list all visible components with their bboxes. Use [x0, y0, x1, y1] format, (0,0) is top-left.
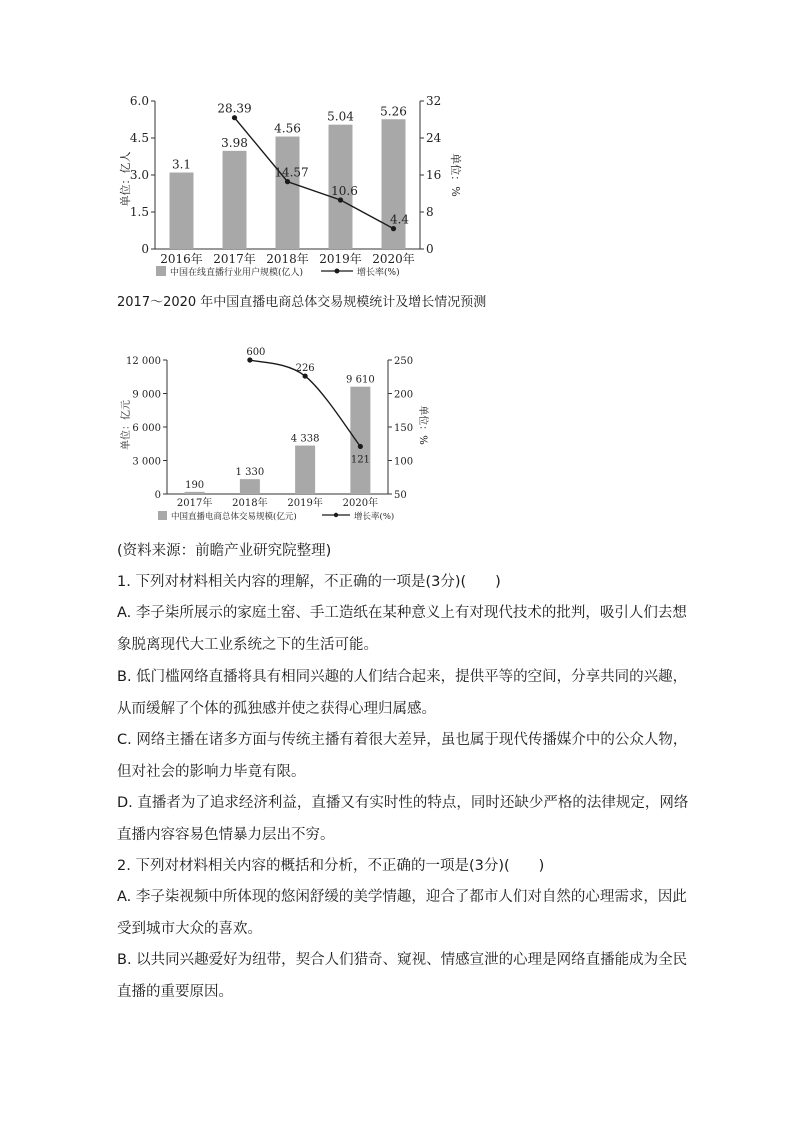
option-line: D. 直播者为了追求经济利益，直播又有实时性的特点，同时还缺少严格的法律规定，网络	[117, 795, 689, 811]
option-line: A. 李子柒视频中所体现的悠闲舒缓的美学情趣，迎合了都市人们对自然的心理需求，因此	[117, 889, 687, 905]
chart1-ylabel: 单位：亿人	[119, 151, 132, 207]
question-1-option-b	[117, 661, 687, 725]
option-line: B. 以共同兴趣爱好为纽带，契合人们猎奇、窥视、情感宣泄的心理是网络直播能成为全民	[117, 952, 688, 968]
chart1-y2tick-label: 24	[426, 131, 442, 145]
chart1-bar-label: 4.56	[274, 121, 301, 136]
question-1-option-d	[117, 787, 687, 851]
chart1-xtick-label: 2016年	[160, 252, 203, 266]
chart2-caption: 2017～2020 年中国直播电商总体交易规模统计及增长情况预测	[117, 295, 487, 310]
chart1-xtick-label: 2017年	[213, 252, 256, 266]
chart1-ytick-label: 1.5	[129, 205, 149, 219]
chart2-legend-line-marker	[334, 513, 338, 517]
chart1-y2tick-label: 16	[426, 168, 442, 182]
chart1-y2tick-label: 0	[426, 242, 434, 256]
chart1-ytick-label: 0	[141, 242, 149, 256]
chart2-bar	[240, 479, 260, 494]
chart2-xtick-label: 2017年	[176, 498, 213, 509]
chart1-growth-point	[338, 197, 343, 202]
chart2-bar-label: 9 610	[346, 374, 375, 386]
question-2-option-a	[117, 881, 687, 945]
chart1-bar-label: 3.98	[221, 135, 248, 150]
chart2-growth-label: 121	[350, 454, 370, 466]
chart1-growth-point	[232, 115, 237, 120]
chart1-legend-bar-label: 中国在线直播行业用户规模(亿人)	[170, 268, 304, 278]
chart2-xtick-label: 2020年	[342, 498, 379, 509]
chart1-growth-line	[235, 118, 394, 229]
chart2-growth-label: 226	[295, 363, 315, 375]
chart1-legend-line-label: 增长率(%)	[357, 268, 400, 278]
question-1-option-c	[117, 724, 687, 788]
question-1: 1. 下列对材料相关内容的理解，不正确的一项是(3分)( )	[117, 574, 501, 590]
chart2-bar-label: 4 338	[290, 433, 320, 445]
option-line: B. 低门槛网络直播将具有相同兴趣的人们结合起来，提供平等的空间，分享共同的兴趣，	[117, 669, 688, 685]
chart1-growth-label: 28.39	[217, 101, 252, 116]
chart1-xtick-label: 2020年	[372, 252, 415, 266]
chart2-y2tick-label: 250	[394, 356, 414, 367]
chart2-ytick-label: 3 000	[132, 456, 161, 468]
option-line: C. 网络主播在诸多方面与传统主播有着很大差异，虽也属于现代传播媒介中的公众人物，	[117, 732, 688, 748]
chart1-y2tick-label: 8	[426, 205, 434, 219]
chart2-ytick-label: 9 000	[132, 389, 161, 401]
chart2-legend-bar-swatch	[158, 511, 167, 520]
chart2-growth-point	[358, 444, 363, 449]
chart2-xtick-label: 2019年	[287, 498, 323, 509]
chart1-growth-point	[285, 179, 290, 184]
chart1-xtick-label: 2018年	[266, 252, 309, 266]
option-line: 受到城市大众的喜欢。	[117, 921, 262, 937]
chart1-bar-label: 5.04	[327, 109, 354, 124]
data-source-note: (资料来源：前瞻产业研究院整理)	[117, 543, 332, 559]
chart2-y2tick-label: 100	[394, 456, 414, 468]
chart2-growth-point	[303, 373, 308, 378]
chart1-bar-label: 3.1	[171, 157, 192, 172]
chart1-ytick-label: 6.0	[129, 94, 149, 108]
charts-canvas	[0, 0, 794, 530]
chart1-growth-point	[391, 226, 396, 231]
option-line: 直播内容容易色情暴力层出不穷。	[117, 827, 335, 843]
chart2-bar-label: 1 330	[235, 467, 265, 479]
chart1-growth-label: 4.4	[389, 212, 410, 227]
option-line: 但对社会的影响力毕竟有限。	[117, 764, 306, 780]
chart1-growth-label: 10.6	[331, 183, 358, 198]
option-line: 从而缓解了个体的孤独感并使之获得心理归属感。	[117, 701, 436, 717]
chart2-growth-point	[247, 357, 252, 362]
chart1-legend-bar-swatch	[156, 266, 166, 276]
chart2-bar-label: 190	[185, 479, 205, 491]
chart1-bar-label: 5.26	[380, 104, 407, 119]
chart2-y2tick-label: 50	[394, 490, 407, 501]
chart2-bar	[295, 446, 315, 494]
chart2-ylabel: 单位：亿元	[121, 400, 132, 450]
chart2-legend-bar-label: 中国直播电商总体交易规模(亿元)	[171, 512, 297, 522]
chart2-y2label: 单位：%	[417, 405, 428, 445]
option-line: 象脱离现代大工业系统之下的生活可能。	[117, 637, 378, 653]
chart2-ytick-label: 0	[154, 490, 161, 501]
chart2-ytick-label: 12 000	[126, 356, 161, 367]
chart2-bar	[350, 387, 370, 494]
option-line: 直播的重要原因。	[117, 984, 233, 1000]
question-1-option-a	[117, 597, 687, 661]
chart1-growth-label: 14.57	[274, 165, 309, 180]
chart1-ytick-label: 3.0	[129, 168, 149, 182]
chart1-bar	[223, 151, 247, 249]
chart2-ytick-label: 6 000	[132, 423, 161, 434]
chart2-legend-line-label: 增长率(%)	[354, 512, 395, 522]
user-scale-chart	[119, 94, 462, 278]
chart1-y2tick-label: 32	[426, 94, 442, 108]
chart1-xtick-label: 2019年	[319, 252, 362, 266]
chart2-y2tick-label: 200	[394, 389, 414, 401]
chart2-bar	[185, 492, 205, 494]
chart1-bar	[170, 173, 194, 249]
chart1-bar	[276, 137, 300, 249]
chart1-ytick-label: 4.5	[129, 131, 149, 145]
question-2-option-b	[117, 944, 687, 1008]
chart1-legend-line-marker	[335, 269, 340, 274]
chart2-growth-label: 600	[246, 347, 266, 358]
chart1-y2label: 单位：%	[449, 153, 462, 197]
chart2-y2tick-label: 150	[394, 423, 414, 434]
option-line: A. 李子柒所展示的家庭土窑、手工造纸在某种意义上有对现代技术的批判，吸引人们去想	[117, 605, 687, 621]
chart2-xtick-label: 2018年	[232, 498, 268, 509]
question-2: 2. 下列对材料相关内容的概括和分析，不正确的一项是(3分)( )	[117, 858, 545, 874]
ecommerce-scale-chart	[119, 347, 430, 522]
